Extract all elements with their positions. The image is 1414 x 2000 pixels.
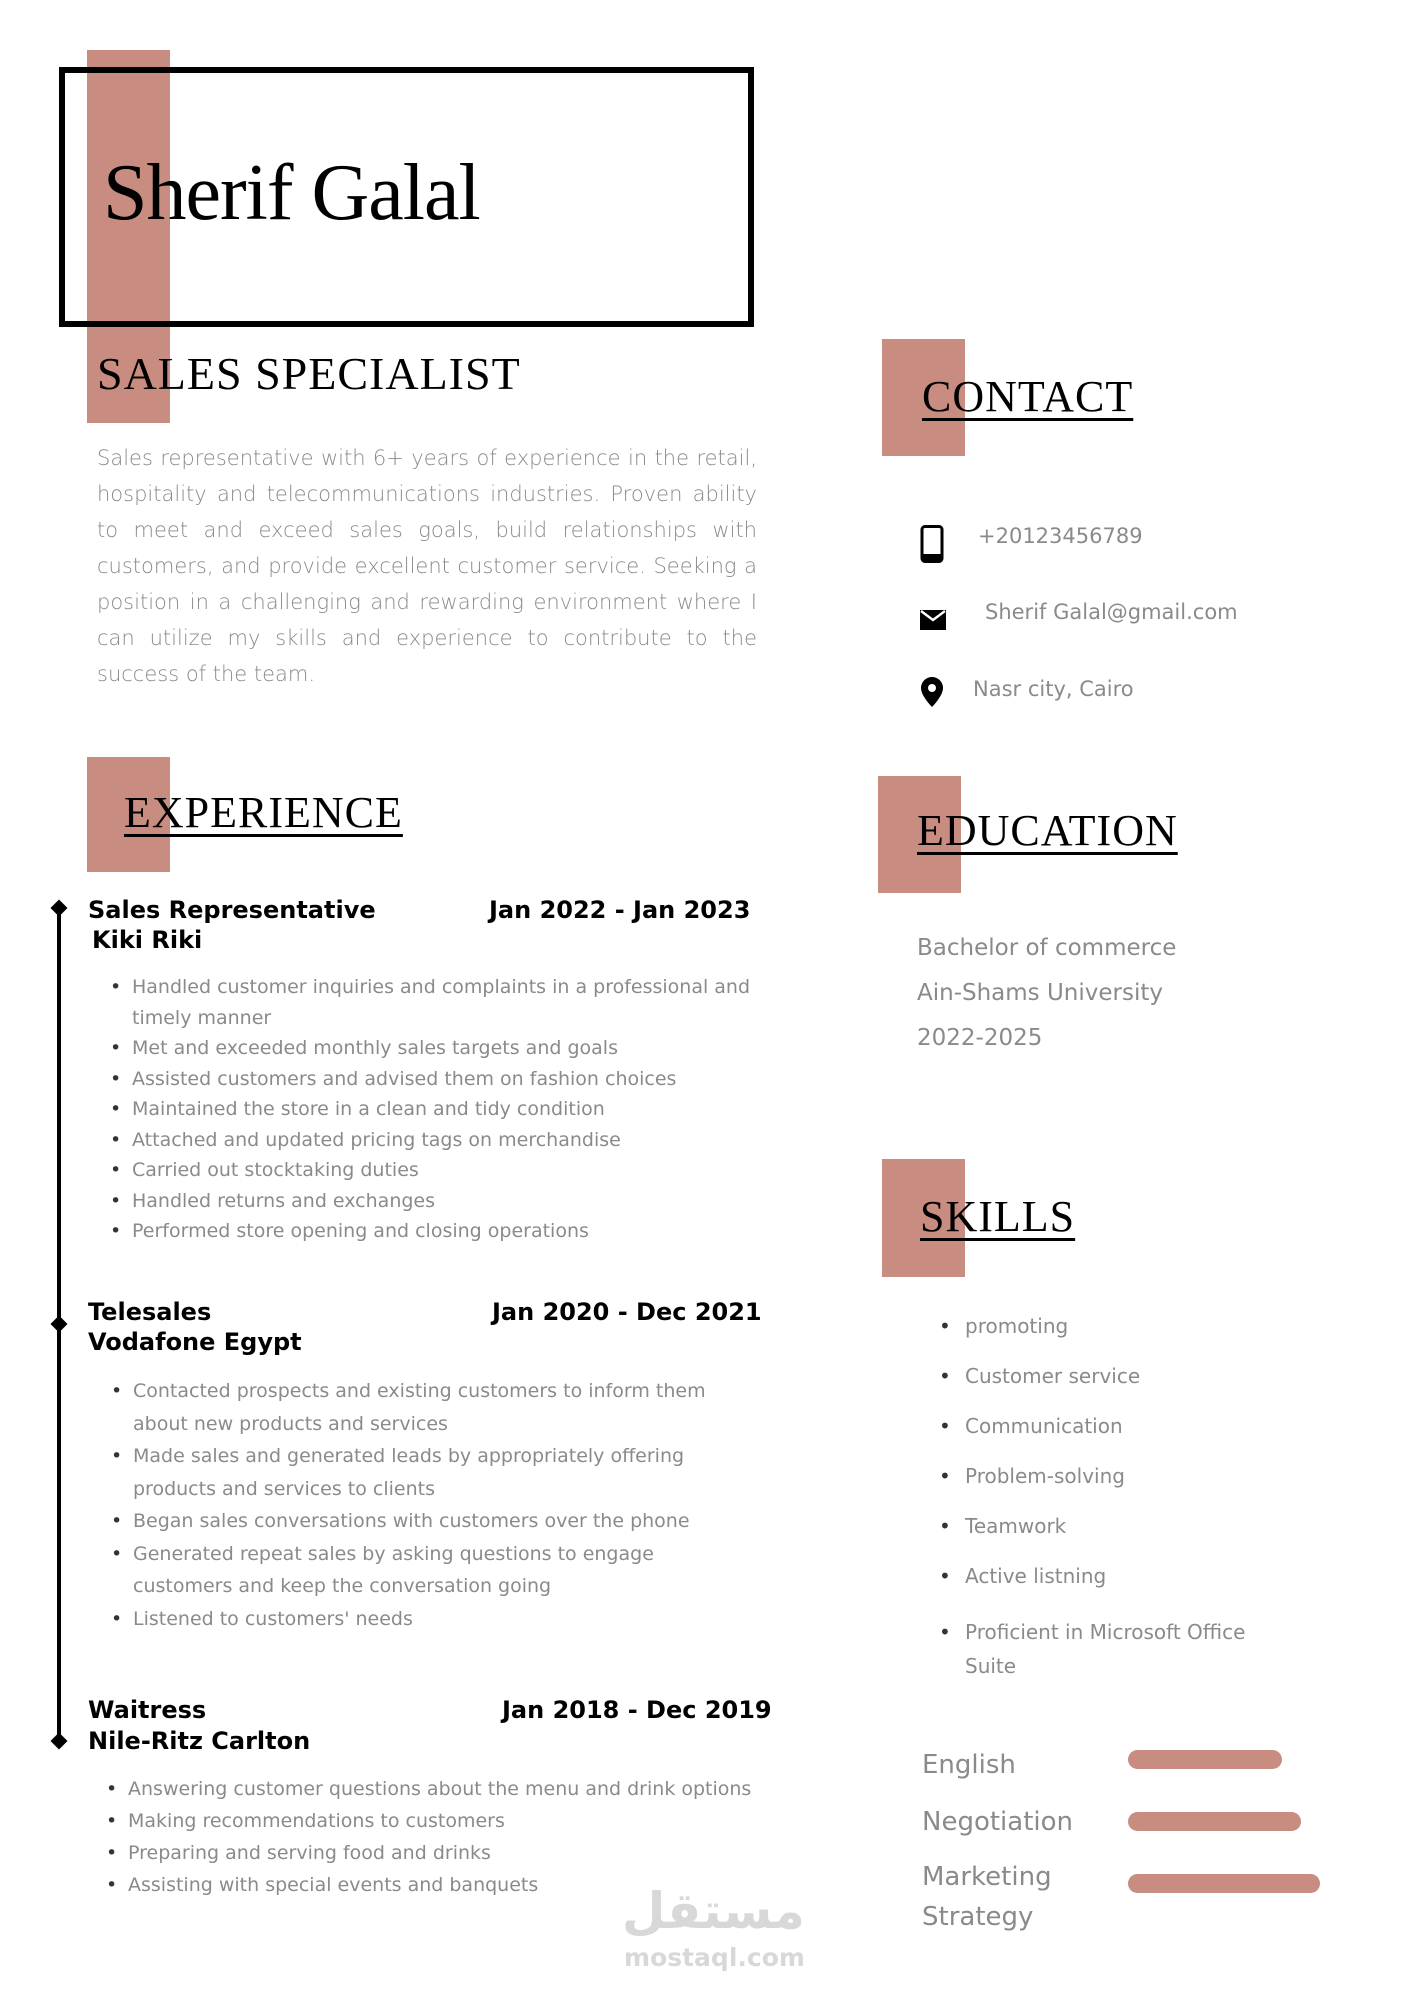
list-item: • Making recommendations to customers xyxy=(102,1805,752,1837)
job-dates: Jan 2020 - Dec 2021 xyxy=(492,1298,762,1326)
profile-summary: Sales representative with 6+ years of experience in the retail, hospitality and telecommunications industries. Proven ability to meet and exceed sales goals, build relationships with customers, and provide excellent customer service. Seeking a position in a challenging and rewarding environment where I can utilize my skills and experience to contribute to the success of the team. xyxy=(97,446,757,686)
list-item: • Made sales and generated leads by appropriately offering products and services to clients xyxy=(107,1440,737,1505)
education-years: 2022-2025 xyxy=(917,1025,1043,1051)
job-dates: Jan 2018 - Dec 2019 xyxy=(502,1696,772,1724)
candidate-name: Sherif Galal xyxy=(103,149,480,237)
map-pin-icon xyxy=(921,677,943,707)
list-item: • Active listning xyxy=(937,1561,1297,1611)
list-item: • Teamwork xyxy=(937,1511,1297,1561)
list-item: • Problem-solving xyxy=(937,1461,1297,1511)
list-item: • Met and exceeded monthly sales targets and goals xyxy=(106,1033,756,1064)
list-item: • Communication xyxy=(937,1411,1297,1461)
experience-heading: EXPERIENCE xyxy=(124,788,403,837)
job-company: Kiki Riki xyxy=(92,926,203,954)
watermark-arabic: مستقل xyxy=(622,1882,805,1940)
contact-address: Nasr city, Cairo xyxy=(973,677,1134,701)
phone-icon xyxy=(920,525,945,563)
proficiency-bar xyxy=(1128,1812,1301,1831)
skills-heading: SKILLS xyxy=(920,1192,1076,1241)
proficiency-bar xyxy=(1128,1874,1320,1893)
list-item: • Maintained the store in a clean and tidy condition xyxy=(106,1094,756,1125)
list-item: • Carried out stocktaking duties xyxy=(106,1155,756,1186)
timeline-marker xyxy=(51,1316,68,1333)
proficiency-label: Marketing Strategy xyxy=(922,1862,1052,1932)
proficiency-bar xyxy=(1128,1750,1282,1769)
list-item: • Listened to customers' needs xyxy=(107,1603,737,1636)
list-item: • Attached and updated pricing tags on merchandise xyxy=(106,1125,756,1156)
job-role: SALES SPECIALIST xyxy=(97,348,521,399)
skills-list xyxy=(937,1311,1297,1683)
education-school: Ain-Shams University xyxy=(917,980,1163,1006)
list-item: • Answering customer questions about the menu and drink options xyxy=(102,1773,752,1805)
list-item: • Preparing and serving food and drinks xyxy=(102,1837,752,1869)
proficiency-label: English xyxy=(922,1750,1016,1780)
list-item: • Performed store opening and closing operations xyxy=(106,1216,756,1247)
list-item: • Began sales conversations with customers over the phone xyxy=(107,1505,737,1538)
job-company: Nile-Ritz Carlton xyxy=(88,1727,311,1755)
job-title: Sales Representative xyxy=(88,896,376,924)
list-item: • Customer service xyxy=(937,1361,1297,1411)
envelope-icon xyxy=(920,610,946,630)
timeline-marker xyxy=(51,900,68,917)
list-item: • Generated repeat sales by asking questions to engage customers and keep the conversation going xyxy=(107,1538,737,1603)
contact-phone: +20123456789 xyxy=(978,524,1143,548)
list-item: • Contacted prospects and existing customers to inform them about new products and services xyxy=(107,1375,737,1440)
list-item: • Assisted customers and advised them on fashion choices xyxy=(106,1064,756,1095)
list-item: • promoting xyxy=(937,1311,1297,1361)
list-item: • Assisting with special events and banquets xyxy=(102,1869,752,1901)
job-dates: Jan 2022 - Jan 2023 xyxy=(489,896,751,924)
job-title: Telesales xyxy=(88,1298,212,1326)
education-heading: EDUCATION xyxy=(917,806,1178,855)
job-duties-list xyxy=(106,972,756,1247)
contact-email: Sherif Galal@gmail.com xyxy=(985,600,1238,624)
job-title: Waitress xyxy=(88,1696,207,1724)
list-item: • Handled customer inquiries and complaints in a professional and timely manner xyxy=(106,972,756,1033)
list-item: • Handled returns and exchanges xyxy=(106,1186,756,1217)
watermark-latin: mostaql.com xyxy=(624,1943,805,1972)
job-duties-list xyxy=(107,1375,737,1635)
education-degree: Bachelor of commerce xyxy=(917,935,1177,961)
proficiency-label: Negotiation xyxy=(922,1807,1074,1837)
contact-heading: CONTACT xyxy=(922,372,1134,421)
list-item: • Proficient in Microsoft Office Suite xyxy=(937,1615,1297,1683)
timeline-marker xyxy=(51,1733,68,1750)
job-company: Vodafone Egypt xyxy=(88,1328,302,1356)
